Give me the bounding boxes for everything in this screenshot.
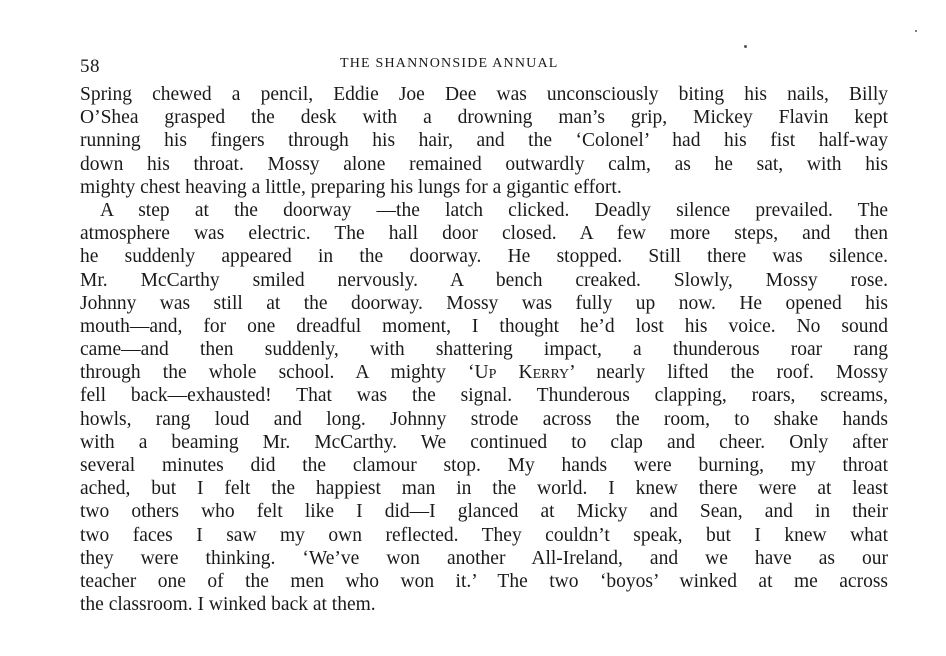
- text-line: howls, rang loud and long. Johnny strode across the room, to shake hands: [80, 408, 888, 430]
- text-line: Mr. McCarthy smiled nervously. A bench creaked. Slowly, Mossy rose.: [80, 269, 888, 291]
- text-line: down his throat. Mossy alone remained outwardly calm, as he sat, with his: [80, 153, 888, 175]
- text-line: A step at the doorway —the latch clicked. Deadly silence prevailed. The: [100, 199, 888, 221]
- text-line: two others who felt like I did—I glanced at Micky and Sean, and in their: [80, 501, 888, 523]
- text-line: they were thinking. ‘We’ve won another All-Ireland, and we have as our: [80, 547, 888, 569]
- text-line: the classroom. I winked back at them.: [80, 594, 376, 616]
- up-kerry-small-caps: Up Kerry: [474, 362, 570, 384]
- text-line: he suddenly appeared in the doorway. He stopped. Still there was silence.: [80, 246, 888, 268]
- body-text: [80, 83, 888, 616]
- running-title: THE SHANNONSIDE ANNUAL: [340, 56, 559, 71]
- text-line: with a beaming Mr. McCarthy. We continued to clap and cheer. Only after: [80, 431, 888, 453]
- text-line: O’Shea grasped the desk with a drowning man’s grip, Mickey Flavin kept: [80, 107, 888, 129]
- paragraph-2: [80, 199, 888, 616]
- scan-speck: [915, 30, 917, 32]
- text-line: came—and then suddenly, with shattering impact, a thunderous roar rang: [80, 339, 888, 361]
- paragraph-1: [80, 83, 888, 199]
- text-line-up-kerry: through the whole school. A mighty ‘Up Kerry’ nearly lifted the roof. Mossy: [80, 362, 888, 384]
- text-line: Johnny was still at the doorway. Mossy was fully up now. He opened his: [80, 292, 888, 314]
- text-line: several minutes did the clamour stop. My hands were burning, my throat: [80, 455, 888, 476]
- text-line: teacher one of the men who won it.’ The two ‘boyos’ winked at me across: [80, 570, 888, 592]
- text-line: ached, but I felt the happiest man in the world. I knew there were at least: [80, 478, 888, 500]
- text-line: mouth—and, for one dreadful moment, I thought he’d lost his voice. No sound: [80, 315, 888, 337]
- text-line: fell back—exhausted! That was the signal. Thunderous clapping, roars, screams,: [80, 385, 888, 407]
- page-number: 58: [80, 56, 100, 77]
- text-line: mighty chest heaving a little, preparing his lungs for a gigantic effort.: [80, 176, 622, 198]
- text-line: atmosphere was electric. The hall door closed. A few more steps, and then: [80, 223, 888, 245]
- text-line: Spring chewed a pencil, Eddie Joe Dee was unconsciously biting his nails, Billy: [80, 84, 888, 105]
- text-line: running his fingers through his hair, and the ‘Colonel’ had his fist half-way: [80, 130, 888, 152]
- scan-speck: [744, 45, 747, 48]
- text-line: two faces I saw my own reflected. They couldn’t speak, but I knew what: [80, 524, 888, 546]
